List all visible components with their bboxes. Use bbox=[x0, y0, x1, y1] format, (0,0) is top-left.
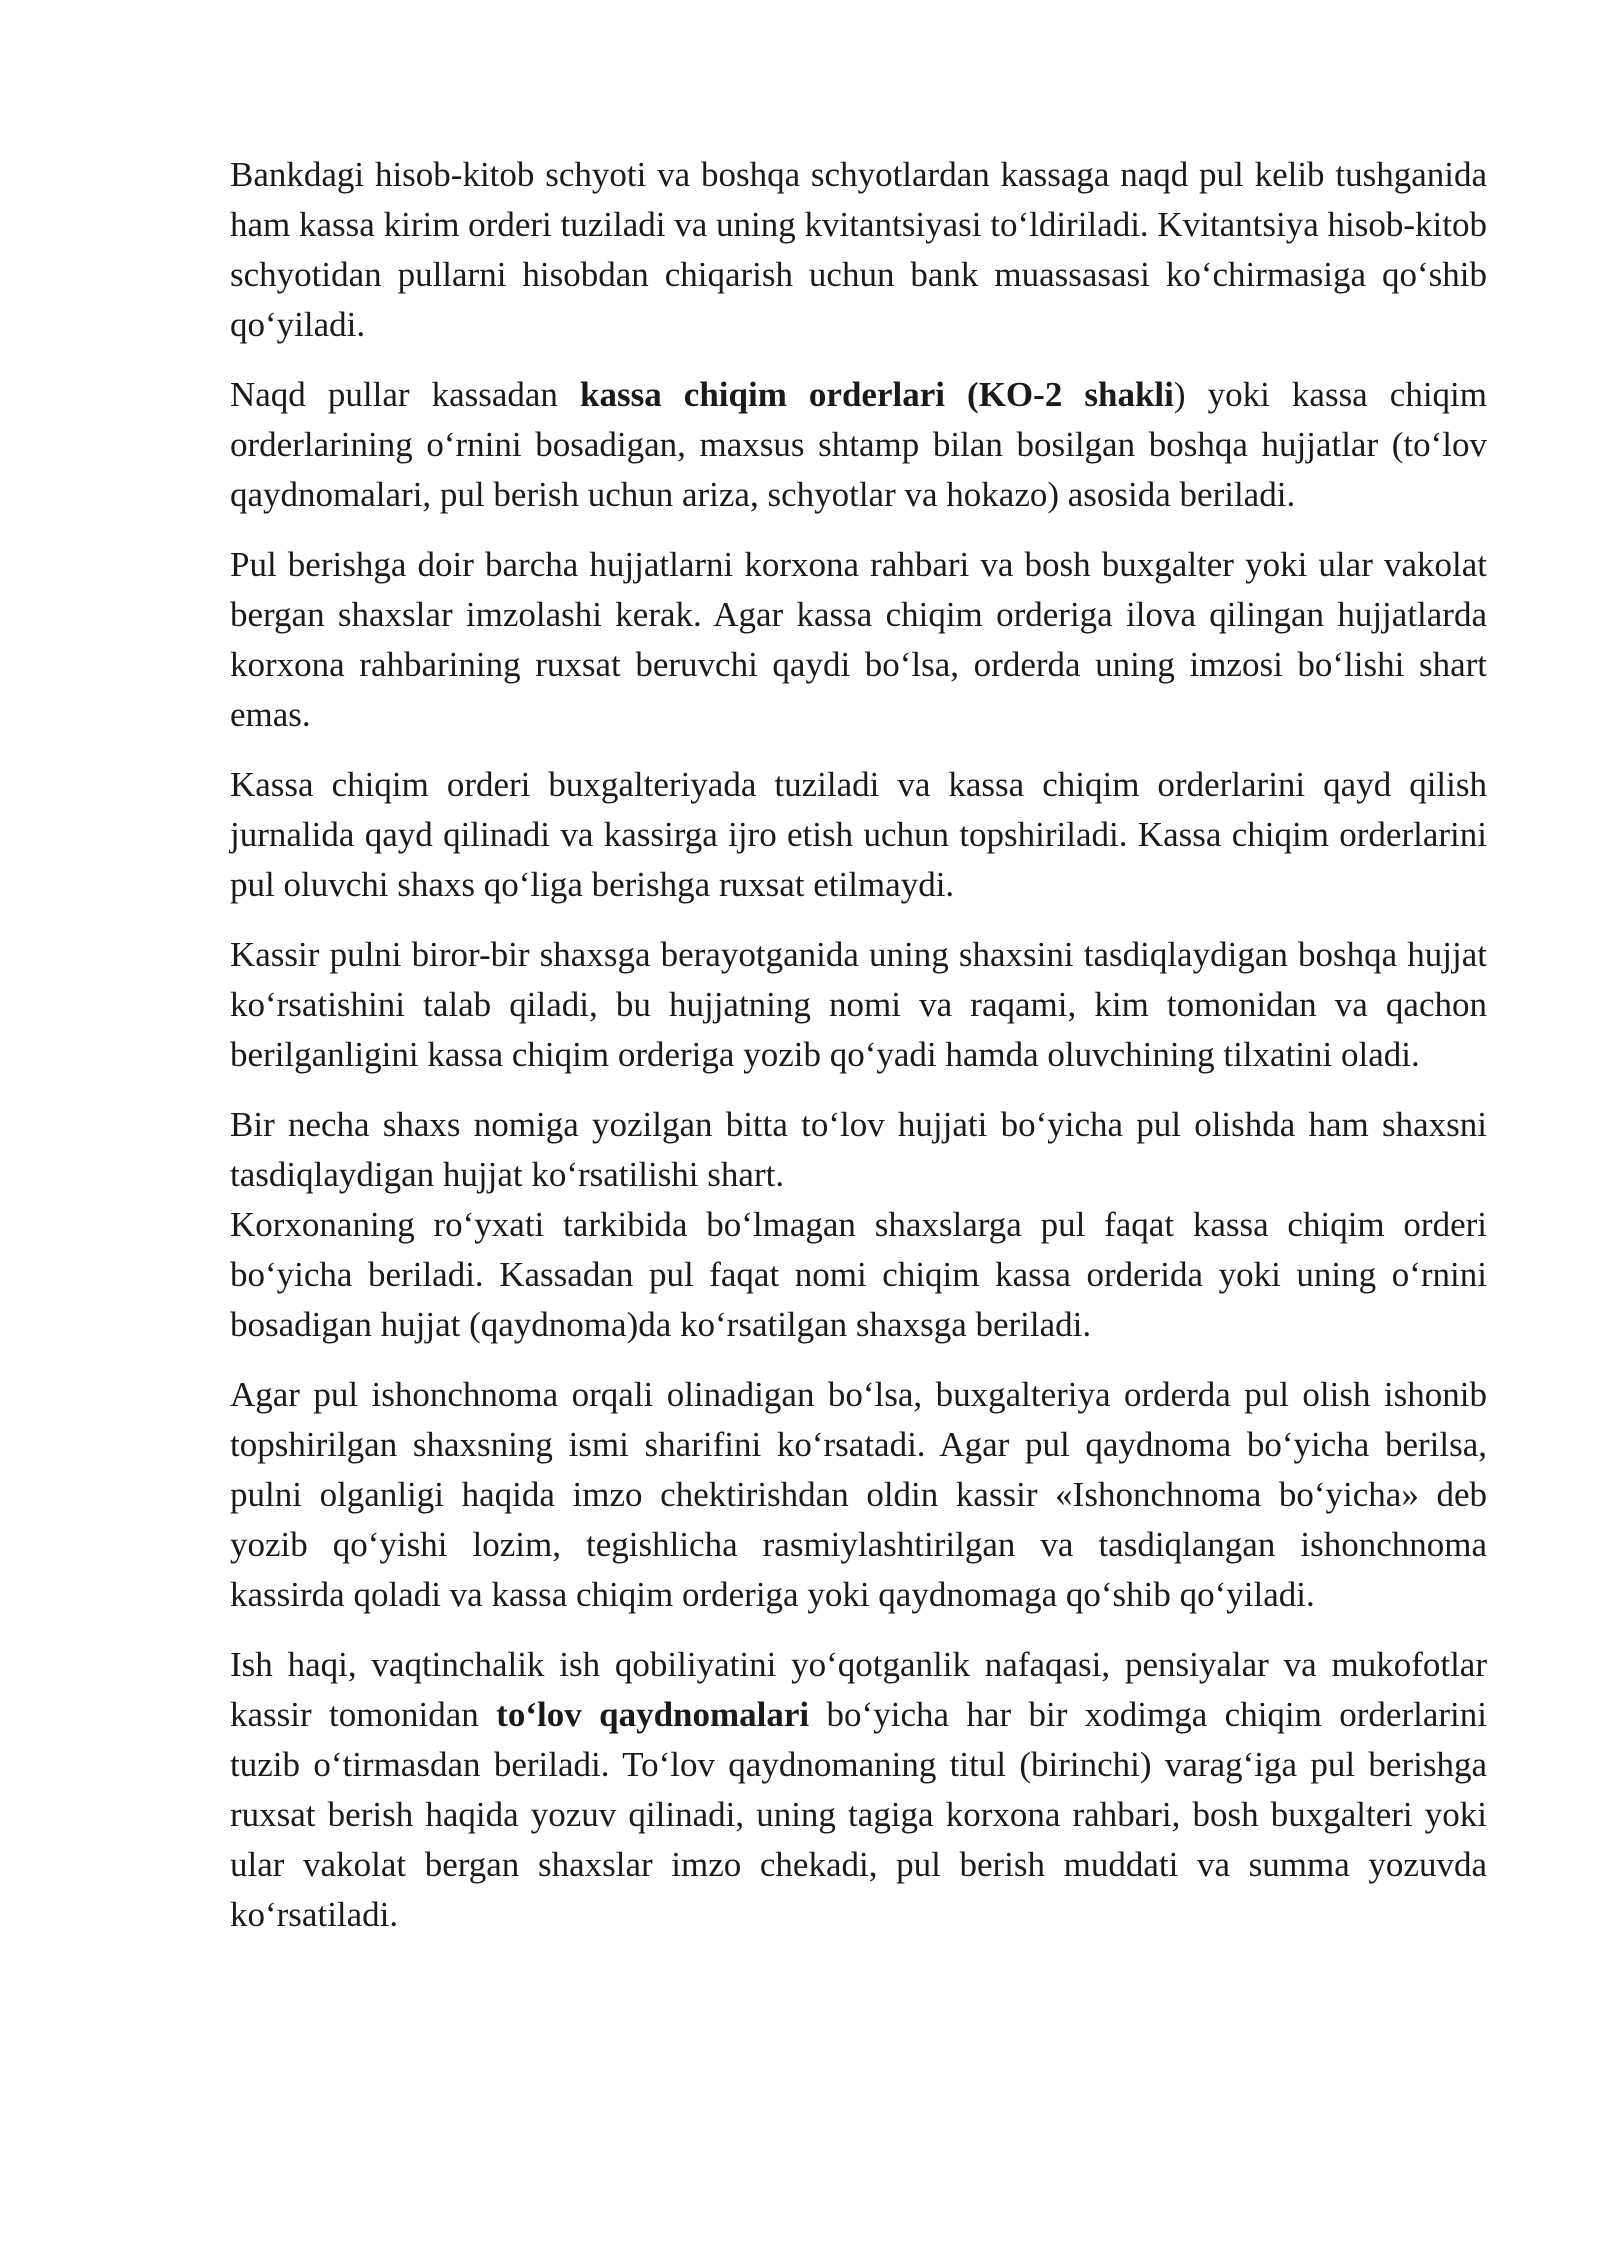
paragraph-1 bbox=[230, 150, 1487, 350]
paragraph-2-bold-term: kassa chiqim orderlari (KO-2 shakli bbox=[580, 375, 1174, 414]
paragraph-7-text: Korxonaning ro‘yxati tarkibida bo‘lmagan shaxslarga pul faqat kassa chiqim orderi bo‘yicha beriladi. Kassadan pul faqat nomi chiqim kassa orderida yoki uning o‘rnini bosadigan hujjat (qaydnoma)da ko‘rsatilgan shaxsga beriladi. bbox=[230, 1205, 1487, 1344]
paragraph-9-text-start: Ish haqi, vaqtinchalik ish qobiliyatini yo‘qotganlik nafaqasi, pensiyalar va mukofotlar kassir tomonidan bbox=[230, 1645, 1487, 1734]
paragraph-3 bbox=[230, 540, 1487, 740]
paragraph-1-text: Bankdagi hisob-kitob schyoti va boshqa schyotlardan kassaga naqd pul kelib tushganida ham kassa kirim orderi tuziladi va uning kvitantsiyasi to‘ldiriladi. Kvitantsiya hisob-kitob schyotidan pullarni hisobdan chiqarish uchun bank muassasasi ko‘chirmasiga qo‘shib qo‘yiladi. bbox=[230, 155, 1487, 344]
paragraph-6-text: Bir necha shaxs nomiga yozilgan bitta to‘lov hujjati bo‘yicha pul olishda ham shaxsni tasdiqlaydigan hujjat ko‘rsatilishi shart. bbox=[230, 1105, 1487, 1194]
paragraph-4 bbox=[230, 760, 1487, 910]
paragraph-4-text: Kassa chiqim orderi buxgalteriyada tuziladi va kassa chiqim orderlarini qayd qilish jurnalida qayd qilinadi va kassirga ijro etish uchun topshiriladi. Kassa chiqim orderlarini pul oluvchi shaxs qo‘liga berishga ruxsat etilmaydi. bbox=[230, 765, 1487, 904]
paragraph-9-text-end: bo‘yicha har bir xodimga chiqim orderlarini tuzib o‘tirmasdan beriladi. To‘lov qaydnomaning titul (birinchi) varag‘iga pul berishga ruxsat berish haqida yozuv qilinadi, uning tagiga korxona rahbari, bosh buxgalteri yoki ular vakolat bergan shaxslar imzo chekadi, pul berish muddati va summa yozuvda ko‘rsatiladi. bbox=[230, 1695, 1487, 1934]
paragraph-2-text-end: ) yoki kassa chiqim orderlarining o‘rnini bosadigan, maxsus shtamp bilan bosilgan boshqa hujjatlar (to‘lov qaydnomalari, pul berish uchun ariza, schyotlar va hokazo) asosida beriladi. bbox=[230, 375, 1487, 514]
paragraph-6 bbox=[230, 1100, 1487, 1200]
paragraph-8-text: Agar pul ishonchnoma orqali olinadigan bo‘lsa, buxgalteriya orderda pul olish ishonib topshirilgan shaxsning ismi sharifini ko‘rsatadi. Agar pul qaydnoma bo‘yicha berilsa, pulni olganligi haqida imzo chektirishdan oldin kassir «Ishonchnoma bo‘yicha» deb yozib qo‘yishi lozim, tegishlicha rasmiylashtirilgan va tasdiqlangan ishonchnoma kassirda qoladi va kassa chiqim orderiga yoki qaydnomaga qo‘shib qo‘yiladi. bbox=[230, 1375, 1487, 1614]
paragraph-9-bold-term: to‘lov qaydnomalari bbox=[496, 1695, 810, 1734]
paragraph-7 bbox=[230, 1200, 1487, 1350]
paragraph-5-text: Kassir pulni biror-bir shaxsga berayotganida uning shaxsini tasdiqlaydigan boshqa hujjat ko‘rsatishini talab qiladi, bu hujjatning nomi va raqami, kim tomonidan va qachon berilganligini kassa chiqim orderiga yozib qo‘yadi hamda oluvchining tilxatini oladi. bbox=[230, 935, 1487, 1074]
paragraph-9 bbox=[230, 1640, 1487, 1940]
paragraph-8 bbox=[230, 1370, 1487, 1620]
paragraph-3-text: Pul berishga doir barcha hujjatlarni korxona rahbari va bosh buxgalter yoki ular vakolat bergan shaxslar imzolashi kerak. Agar kassa chiqim orderiga ilova qilingan hujjatlarda korxona rahbarining ruxsat beruvchi qaydi bo‘lsa, orderda uning imzosi bo‘lishi shart emas. bbox=[230, 545, 1487, 734]
paragraph-5 bbox=[230, 930, 1487, 1080]
document-page bbox=[230, 150, 1487, 1960]
paragraph-2 bbox=[230, 370, 1487, 520]
paragraph-2-text-start: Naqd pullar kassadan bbox=[230, 375, 581, 414]
